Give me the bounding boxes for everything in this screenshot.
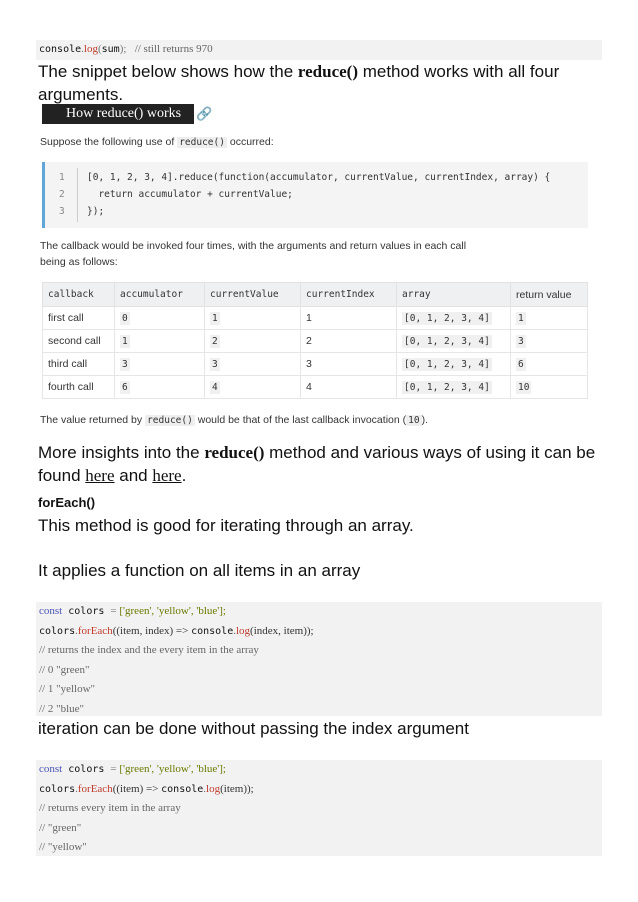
code-line: const colors = ['green', 'yellow', 'blue']; — [39, 763, 226, 775]
table-header: currentIndex — [301, 283, 397, 307]
code-line: console.log(sum); // still returns 970 — [39, 43, 213, 55]
code-line: colors.forEach((item) => console.log(item)); — [39, 782, 254, 795]
table-row: second call 1 2 2 [0, 1, 2, 3, 4] 3 — [43, 330, 588, 353]
screenshot-title: How reduce() works — [42, 104, 194, 124]
table-header: array — [397, 283, 511, 307]
table-row: third call 3 3 3 [0, 1, 2, 3, 4] 6 — [43, 353, 588, 376]
table-header: currentValue — [205, 283, 301, 307]
code-gutter — [77, 168, 78, 222]
table-row: first call 0 1 1 [0, 1, 2, 3, 4] 1 — [43, 307, 588, 330]
code-line: const colors = ['green', 'yellow', 'blue']; — [39, 605, 226, 617]
table-row: fourth call 6 4 4 [0, 1, 2, 3, 4] 10 — [43, 376, 588, 399]
code-text: return accumulator + currentValue; — [87, 189, 293, 200]
code-comment: // 2 "blue" — [39, 702, 85, 715]
here-link-1[interactable]: here — [85, 466, 115, 485]
code-comment: // returns every item in the array — [39, 802, 181, 814]
code-comment: // 0 "green" — [39, 663, 90, 676]
reduce-code-sample — [42, 162, 588, 228]
line-number: 3 — [59, 206, 65, 217]
foreach-code-block-2 — [36, 760, 602, 856]
code-comment: // "green" — [39, 821, 82, 834]
line-number: 1 — [59, 172, 65, 183]
table-header: callback — [43, 283, 115, 307]
foreach-description-2: It applies a function on all items in an array — [38, 561, 361, 580]
reduce-docs-screenshot — [38, 104, 588, 434]
code-line: colors.forEach((item, index) => console.log(index, item)); — [39, 624, 314, 637]
here-link-2[interactable]: here — [152, 466, 182, 485]
intro-paragraph: The snippet below shows how the reduce() method works with all four arguments. — [38, 62, 560, 104]
code-comment: // 1 "yellow" — [39, 683, 96, 695]
top-code-block — [36, 40, 602, 60]
link-icon: 🔗 — [196, 106, 213, 121]
foreach-heading: forEach() — [38, 495, 96, 510]
table-header-row — [43, 283, 588, 307]
foreach-code-block-1 — [36, 602, 602, 716]
code-text: [0, 1, 2, 3, 4].reduce(function(accumulator, currentValue, currentIndex, array) { — [87, 172, 551, 183]
callback-description: The callback would be invoked four times, with the arguments and return values in each call being as follows: — [40, 240, 467, 268]
line-number: 2 — [59, 189, 65, 200]
index-note: iteration can be done without passing the index argument — [38, 719, 469, 738]
returned-value-text: The value returned by reduce() would be that of the last callback invocation ( 10 ). — [40, 414, 428, 426]
code-comment: // returns the index and the every item in the array — [39, 644, 259, 656]
code-comment: // "yellow" — [39, 841, 87, 853]
suppose-text: Suppose the following use of reduce() occurred: — [40, 136, 274, 148]
callback-table — [42, 282, 588, 399]
table-header: return value — [511, 283, 588, 307]
foreach-description: This method is good for iterating through an array. — [38, 516, 414, 535]
code-text: }); — [87, 206, 105, 217]
insights-paragraph: More insights into the reduce() method and various ways of using it can be found here and here. — [38, 443, 596, 485]
table-header: accumulator — [115, 283, 205, 307]
